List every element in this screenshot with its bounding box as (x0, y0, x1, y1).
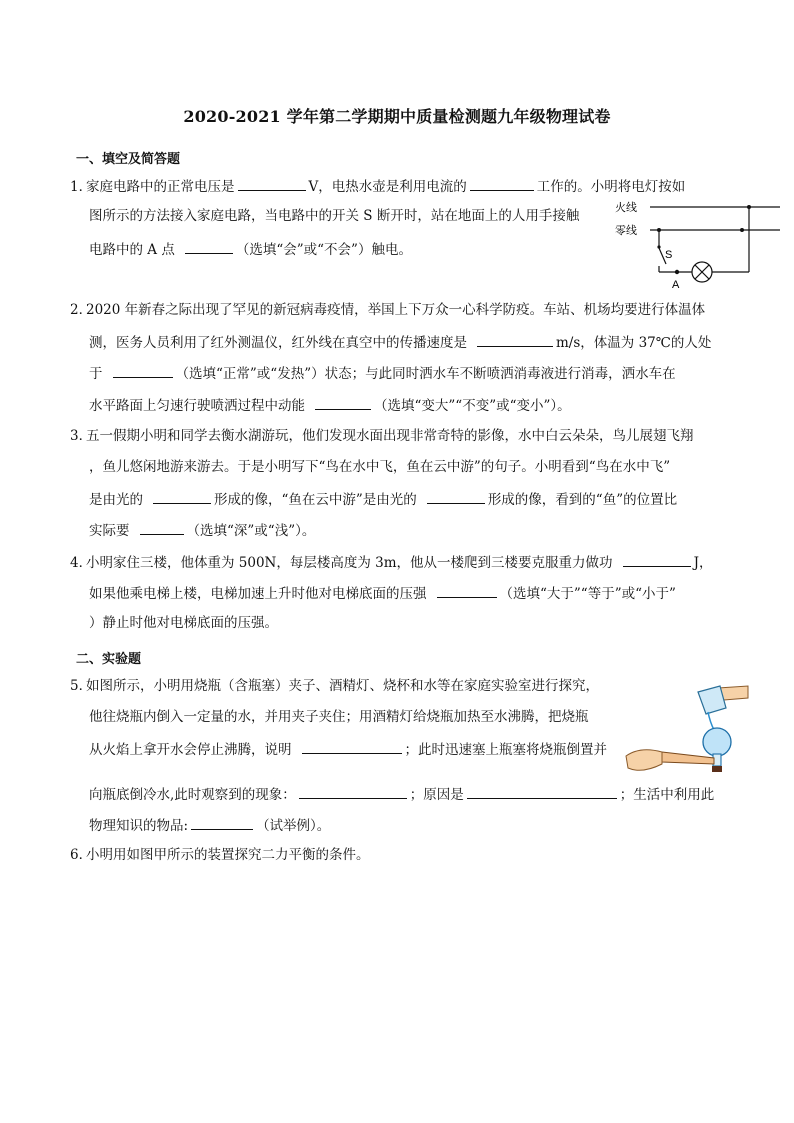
question-number: 3． (70, 428, 93, 444)
question-number: 6． (70, 847, 93, 863)
question-number: 2． (70, 302, 93, 318)
q6-line-1: 6．小明用如图甲所示的装置探究二力平衡的条件。 (70, 847, 370, 863)
live-wire-label: 火线 (615, 202, 637, 214)
q2-line-1: 2．2020 年新春之际出现了罕见的新冠病毒疫情，举国上下万众一心科学防疫。车站、机场均要进行体温体 (70, 302, 706, 318)
neutral-wire-label: 零线 (615, 225, 637, 237)
q2-line-3: 于 （选填“正常”或“发热”）状态；与此同时洒水车不断喷洒消毒液进行消毒，洒水车在 (89, 366, 676, 382)
switch-label: S (665, 249, 673, 261)
answer-blank[interactable] (467, 787, 617, 799)
answer-blank[interactable] (427, 492, 485, 504)
answer-blank[interactable] (238, 179, 306, 191)
page-title: 2020-2021 学年第二学期期中质量检测题九年级物理试卷 (183, 107, 611, 126)
holding-hand-icon (626, 750, 662, 771)
answer-blank[interactable] (302, 742, 402, 754)
q5-line-4: 向瓶底倒冷水,此时观察到的现象： ；原因是 ；生活中利用此 (89, 787, 715, 803)
answer-blank[interactable] (185, 242, 233, 254)
q5-line-3: 从火焰上拿开水会停止沸腾，说明 ；此时迅速塞上瓶塞将烧瓶倒置并 (89, 742, 607, 758)
answer-blank[interactable] (623, 555, 691, 567)
section-heading-fill-in: 一、填空及简答题 (76, 152, 181, 167)
section-heading-experiment: 二、实验题 (76, 652, 142, 667)
answer-blank[interactable] (437, 586, 497, 598)
answer-blank[interactable] (315, 398, 371, 410)
q3-line-2: ，鱼儿悠闲地游来游去。于是小明写下“鸟在水中飞，鱼在云中游”的句子。小明看到“鸟在水中飞” (89, 459, 671, 475)
q2-line-4: 水平路面上匀速行驶喷洒过程中动能 （选填“变大”“不变”或“变小”）。 (89, 398, 571, 414)
flask-experiment-figure (622, 678, 752, 782)
water-stream (708, 712, 714, 730)
question-number: 1． (70, 179, 93, 195)
answer-blank[interactable] (153, 492, 211, 504)
junction-dot (740, 228, 744, 232)
flask-icon (703, 728, 731, 756)
q5-line-1: 5．如图所示，小明用烧瓶（含瓶塞）夹子、酒精灯、烧杯和水等在家庭实验室进行探究， (70, 678, 599, 694)
q3-line-1: 3．五一假期小明和同学去衡水湖游玩，他们发现水面出现非常奇特的影像，水中白云朵朵，鸟儿展翅飞翔 (70, 428, 694, 444)
q2-line-2: 测，医务人员利用了红外测温仪，红外线在真空中的传播速度是 m/s，体温为 37℃的人处 (89, 335, 712, 351)
q1-line-3: 电路中的 A 点 （选填“会”或“不会”）触电。 (89, 242, 412, 258)
q1-line-1: 1．家庭电路中的正常电压是 V，电热水壶是利用电流的 工作的。小明将电灯按如 (70, 179, 686, 195)
junction-dot (657, 228, 661, 232)
q4-line-2: 如果他乘电梯上楼，电梯加速上升时他对电梯底面的压强 （选填“大于”“等于”或“小于” (89, 586, 676, 602)
point-a-dot (675, 270, 679, 274)
q5-line-5: 物理知识的物品: （试举例）。 (89, 818, 331, 834)
q4-line-3: ）静止时他对电梯底面的压强。 (89, 615, 278, 631)
question-number: 4． (70, 555, 93, 571)
q1-line-2: 图所示的方法接入家庭电路，当电路中的开关 S 断开时，站在地面上的人用手接触 (89, 208, 580, 224)
answer-blank[interactable] (477, 335, 553, 347)
q4-line-1: 4．小明家住三楼，他体重为 500N，每层楼高度为 3m，他从一楼爬到三楼要克服重力做功 J， (70, 555, 713, 571)
clamp-icon (662, 752, 714, 764)
answer-blank[interactable] (470, 179, 534, 191)
answer-blank[interactable] (140, 523, 184, 535)
answer-blank[interactable] (191, 818, 253, 830)
circuit-diagram (612, 196, 784, 292)
point-a-label: A (672, 279, 680, 291)
answer-blank[interactable] (299, 787, 407, 799)
q3-line-4: 实际要 （选填“深”或“浅”）。 (89, 523, 316, 539)
stopper-icon (712, 766, 722, 772)
q5-line-2: 他往烧瓶内倒入一定量的水，并用夹子夹住；用酒精灯给烧瓶加热至水沸腾，把烧瓶 (89, 709, 589, 725)
question-number: 5． (70, 678, 93, 694)
answer-blank[interactable] (113, 366, 173, 378)
q3-line-3: 是由光的 形成的像，“鱼在云中游”是由光的 形成的像，看到的“鱼”的位置比 (89, 492, 678, 508)
